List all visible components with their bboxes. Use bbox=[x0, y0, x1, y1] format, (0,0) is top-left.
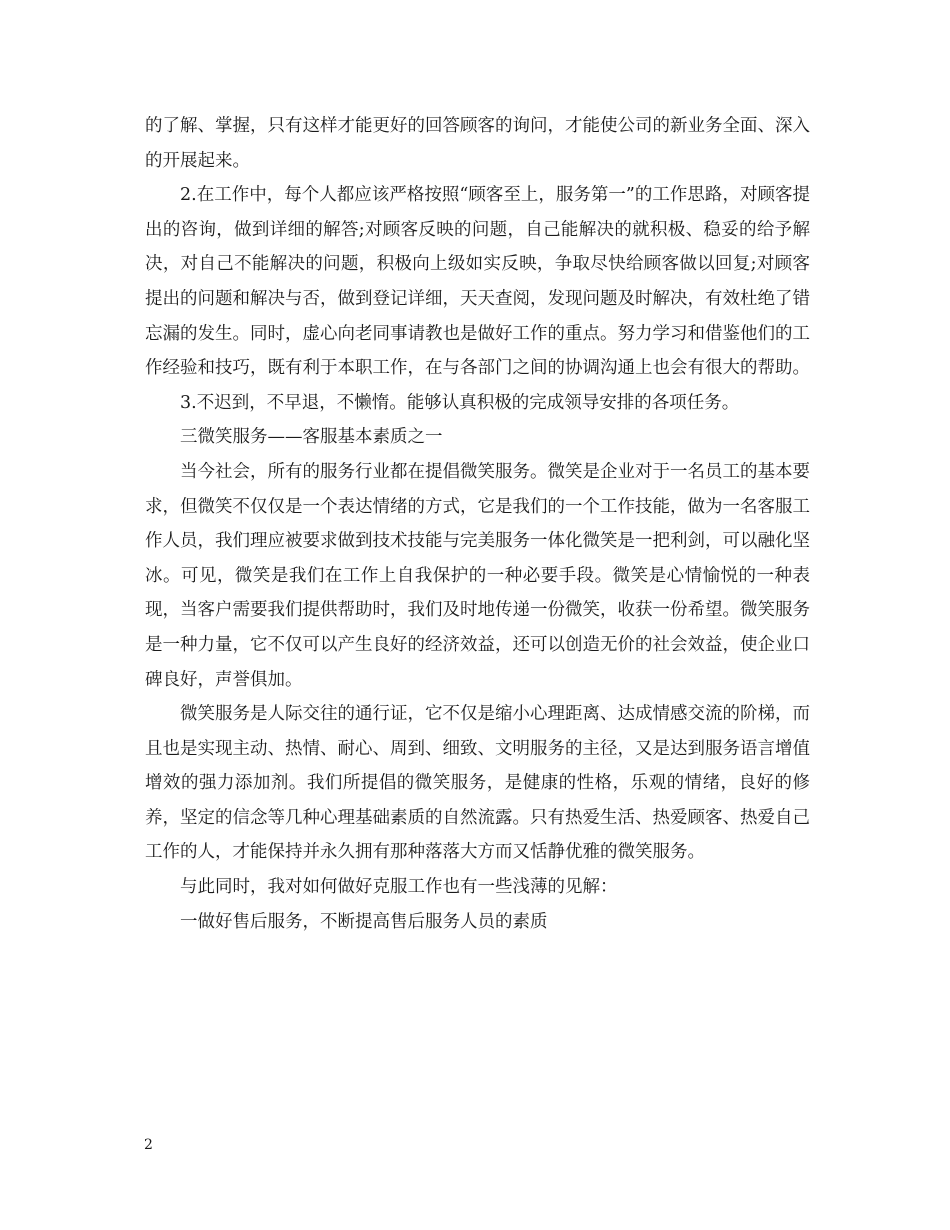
document-body bbox=[145, 109, 810, 939]
paragraph-opinions: 与此同时，我对如何做好克服工作也有一些浅薄的见解： bbox=[180, 877, 618, 898]
paragraph-after-sales-heading: 一做好售后服务，不断提高售后服务人员的素质 bbox=[180, 911, 548, 932]
section-heading-smile-service: 三微笑服务——客服基本素质之一 bbox=[180, 427, 443, 448]
paragraph-smile-intro: 当今社会，所有的服务行业都在提倡微笑服务。微笑是企业对于一名员工的基本要求，但微笑不仅仅是一个表达情绪的方式，它是我们的一个工作技能，做为一名客服工作人员，我们理应被要求做到技术技能与完美服务一体化微笑是一把利剑，可以融化坚冰。可见，微笑是我们在工作上自我保护的一种必要手段。微笑是心情愉悦的一种表现，当客户需要我们提供帮助时，我们及时地传递一份微笑，收获一份希望。微笑服务是一种力量，它不仅可以产生良好的经济效益，还可以创造无价的社会效益，使企业口碑良好，声誉俱加。 bbox=[145, 461, 810, 690]
paragraph-item-2: 2.在工作中，每个人都应该严格按照“顾客至上，服务第一”的工作思路，对顾客提出的咨询，做到详细的解答;对顾客反映的问题，自己能解决的就积极、稳妥的给予解决，对自己不能解决的问题，积极向上级如实反映，争取尽快给顾客做以回复;对顾客提出的问题和解决与否，做到登记详细，天天查阅，发现问题及时解决，有效杜绝了错忘漏的发生。同时，虚心向老同事请教也是做好工作的重点。努力学习和借鉴他们的工作经验和技巧，既有利于本职工作，在与各部门之间的协调沟通上也会有很大的帮助。 bbox=[145, 185, 810, 379]
page-number: 2 bbox=[144, 1137, 153, 1153]
paragraph-continuation: 的了解、掌握，只有这样才能更好的回答顾客的询问，才能使公司的新业务全面、深入的开展起来。 bbox=[145, 116, 810, 171]
paragraph-smile-passport: 微笑服务是人际交往的通行证，它不仅是缩小心理距离、达成情感交流的阶梯，而且也是实现主动、热情、耐心、周到、细致、文明服务的主径，又是达到服务语言增值增效的强力添加剂。我们所提倡的微笑服务，是健康的性格，乐观的情绪，良好的修养，坚定的信念等几种心理基础素质的自然流露。只有热爱生活、热爱顾客、热爱自己工作的人，才能保持并永久拥有那种落落大方而又恬静优雅的微笑服务。 bbox=[145, 704, 810, 863]
paragraph-item-3: 3.不迟到，不早退，不懒惰。能够认真积极的完成领导安排的各项任务。 bbox=[180, 392, 740, 413]
